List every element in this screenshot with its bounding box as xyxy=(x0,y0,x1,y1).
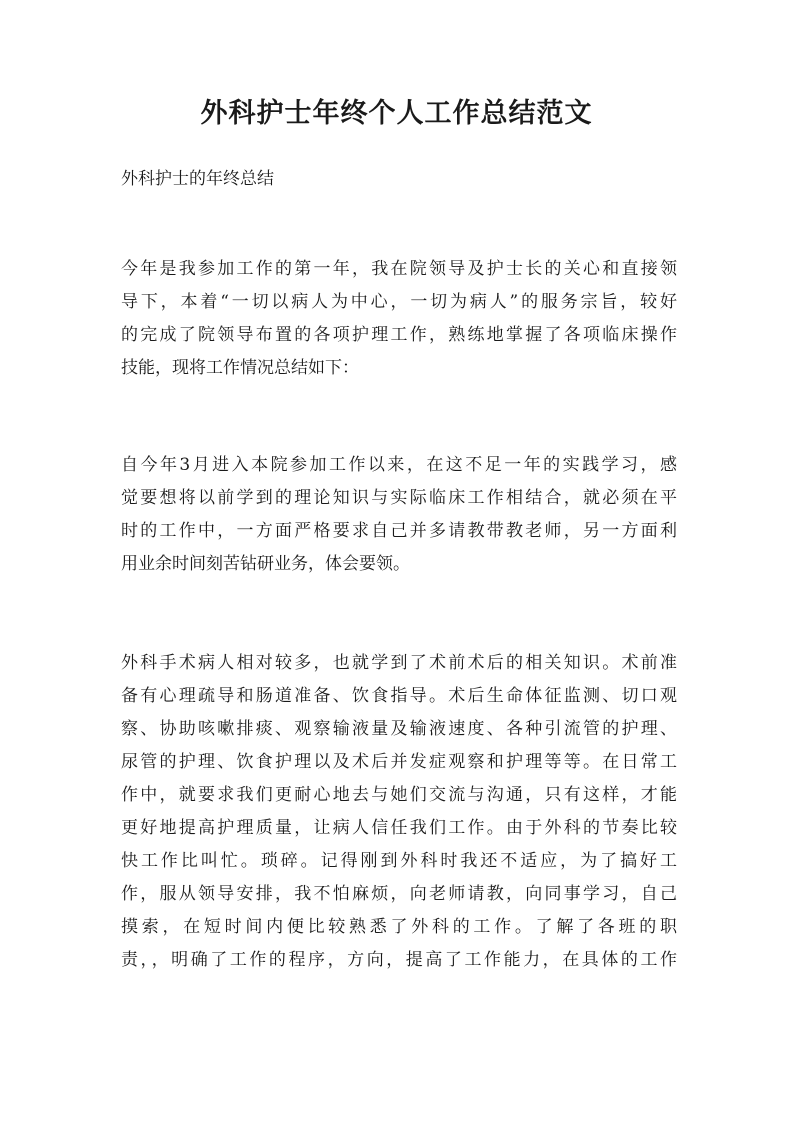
paragraph-line: 的完成了院领导布置的各项护理工作，熟练地掌握了各项临床操作 xyxy=(121,325,677,345)
document-subtitle: 外科护士的年终总结 xyxy=(121,169,274,189)
paragraph-line: 作，服从领导安排，我不怕麻烦，向老师请教，向同事学习，自己 xyxy=(121,884,677,904)
paragraph-line: 导下，本着“一切以病人为中心，一切为病人”的服务宗旨，较好 xyxy=(121,292,677,312)
paragraph-line: 自今年3月进入本院参加工作以来，在这不足一年的实践学习，感 xyxy=(121,455,677,475)
paragraph-line: 作中，就要求我们更耐心地去与她们交流与沟通，只有这样，才能 xyxy=(121,785,677,805)
document-title: 外科护士年终个人工作总结范文 xyxy=(200,98,593,129)
paragraph-line: 时的工作中，一方面严格要求自己并多请教带教老师，另一方面利 xyxy=(121,521,677,541)
paragraph xyxy=(121,449,677,581)
paragraph-line: 尿管的护理、饮食护理以及术后并发症观察和护理等等。在日常工 xyxy=(121,752,677,772)
paragraph-line: 快工作比叫忙。琐碎。记得刚到外科时我还不适应，为了搞好工 xyxy=(121,851,677,871)
paragraph-line: 察、协助咳嗽排痰、观察输液量及输液速度、各种引流管的护理、 xyxy=(121,719,677,739)
paragraph-line: 摸索，在短时间内便比较熟悉了外科的工作。了解了各班的职 xyxy=(121,917,677,937)
paragraph-line: 备有心理疏导和肠道准备、饮食指导。术后生命体征监测、切口观 xyxy=(121,686,677,706)
paragraph-line: 觉要想将以前学到的理论知识与实际临床工作相结合，就必须在平 xyxy=(121,488,677,508)
paragraph-line: 用业余时间刻苦钻研业务，体会要领。 xyxy=(121,554,410,574)
paragraph-line: 技能，现将工作情况总结如下： xyxy=(121,358,359,378)
paragraph-line: 责，，明确了工作的程序，方向，提高了工作能力，在具体的工作 xyxy=(121,950,677,970)
paragraph-line: 外科手术病人相对较多，也就学到了术前术后的相关知识。术前准 xyxy=(121,653,677,673)
paragraph-line: 更好地提高护理质量，让病人信任我们工作。由于外科的节奏比较 xyxy=(121,818,677,838)
paragraph xyxy=(121,647,677,977)
paragraph xyxy=(121,253,677,385)
paragraph-line: 今年是我参加工作的第一年，我在院领导及护士长的关心和直接领 xyxy=(121,259,677,279)
